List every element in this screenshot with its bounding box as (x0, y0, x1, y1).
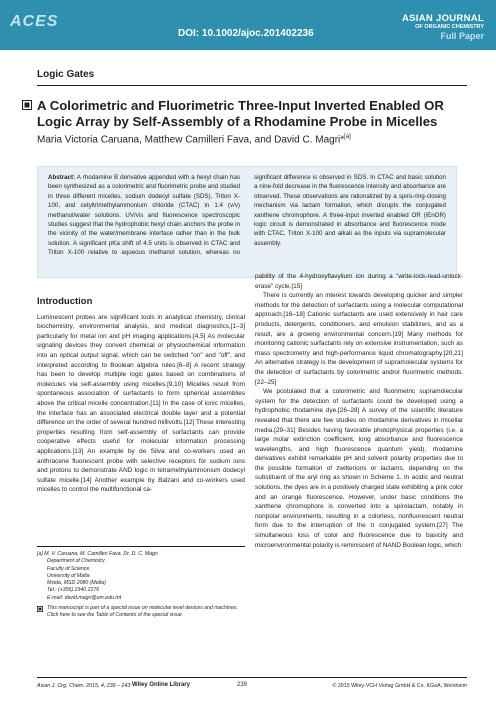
journal-banner (0, 0, 496, 50)
doi-link[interactable]: DOI: 10.1002/ajoc.201402236 (178, 28, 314, 39)
affiliation-block (37, 546, 245, 620)
journal-reference: Asian J. Org. Chem. 2015, 4, 239 – 243 (37, 683, 131, 689)
journal-name-line1: ASIAN JOURNAL (401, 13, 484, 24)
special-issue-note[interactable] (37, 605, 245, 620)
intro-paragraph: We postulated that a colorimetric and fluorimetric supramolecular system for the detection of surfactants could be developed using a hydrophobic rhodamine dye.[26–28] A survey of the scientific literature revealed that there are few studies on rhodamine derivatives in micellar media.[29–31] Besides having favorable photophysical properties (i.e. a large molar extinction coefficient, long absorbance and fluorescence wavelengths, and high fluorescence quantum yield), rhodamine derivatives exhibit remarkable pH and solvent polarity properties due to the possible formation of zwitterions or lactams, depending on the substituent of the aryl ring as shown in Scheme 1. In acidic and neutral solutions, the dyes are in a positively charged state exhibiting a pink color and an orange fluorescence. However, under basic conditions the xanthene chromophore is converted into a spirolactam, notably in nonpolar environments, resulting in a colorless, nonfluorescent neutral form due to the interruption of the π conjugated system.[27] The simultaneous loss of color and fluorescence due to basicity and microenvironmental polarity is reminiscent of NAND Boolean logic, which (255, 388, 463, 549)
copyright: © 2015 Wiley-VCH Verlag GmbH & Co. KGaA, Weinheim (332, 683, 467, 689)
special-issue-icon (37, 606, 43, 612)
section-label: Logic Gates (37, 69, 95, 80)
affiliation-email[interactable]: E-mail: david.magri@um.edu.mt (47, 594, 122, 601)
intro-right-column (255, 272, 463, 550)
abstract-label: Abstract: (48, 174, 76, 181)
affiliation-names: M. V. Caruana, M. Camilleri Fava, Dr. D. C. Magri (44, 551, 158, 557)
intro-paragraph: pability of the 4-hydroxyflavylium ion during a "write-lock-read-unlock-erase" cycle.[15] (255, 273, 463, 290)
abstract-box (37, 166, 457, 278)
affiliation-authors (37, 551, 245, 558)
section-divider (37, 85, 467, 86)
author-list (37, 134, 351, 145)
article-type: Full Paper (440, 31, 484, 41)
wiley-online-library-link[interactable]: Wiley Online Library (132, 682, 190, 688)
brand-logo: ACES (10, 13, 59, 30)
page-number: 239 (237, 682, 248, 688)
affiliation-line: Faculty of Science (47, 565, 90, 572)
affiliation-label: [a] (37, 551, 43, 557)
author-affiliation-ref[interactable]: [a] (344, 134, 351, 140)
intro-left-column (37, 297, 245, 495)
abstract-text: A rhodamine B derivative appended with a hexyl chain has been synthesized as a colorimetric and fluorimetric probe and studied in three different micelles, sodium dodecyl sulfate (SDS), Triton X-100, and cetyltrimethylammonium chloride (CTAC) in 1:4 (v/v) methanol/water solutions. UV/vis and fluorescence spectroscopic studies suggest that the hydrophobic hexyl chain anchors the probe in the vicinity of the water/membrane interface rather than in the bulk solution. A significant pKa shift of 4.5 units is observed in CTAC and Triton X-100 relative to aqueous methanol solution, whereas no significant difference is observed in SDS. In CTAC and basic solution a nine-fold decrease in the fluorescence intensity and absorbance are observed. These observations are rationalized by a spiro-ring-closing mechanism via lactam formation, which disrupts the conjugated xanthene chromophore. A three-input inverted enabled OR (iEnOR) logic circuit is demonstrated in absorbance and fluorescence mode with CTAC, Triton X-100 and alkali as the inputs via supramolecular assembly. (48, 174, 446, 257)
author-names: Maria Victoria Caruana, Matthew Camilleri Fava, and David C. Magri* (37, 134, 345, 146)
journal-name-line2: OF ORGANIC CHEMISTRY (415, 24, 484, 30)
affiliation-line: Tel.: (+356) 2340 2276 (47, 587, 100, 594)
special-issue-text: This manuscript is part of a special issue on molecular level devices and machines. Click here to see the Table of Contents of the special issue. (47, 605, 238, 619)
footer-divider (37, 677, 467, 678)
article-title: A Colorimetric and Fluorimetric Three-Input Inverted Enabled OR Logic Array by Self-Assembly of a Rhodamine Probe in Micelles (37, 98, 444, 129)
intro-heading: Introduction (37, 296, 93, 307)
affiliation-line: University of Malta (47, 572, 90, 579)
special-issue-icon[interactable] (22, 100, 32, 110)
intro-paragraph: Luminescent probes are significant tools in analytical chemistry, clinical biochemistry, environmental analysis, and medical diagnostics,[1–3] particularly for metal ion and pH imaging applications.[4,5] As molecular signaling devices they convert chemical or physiochemical information into an optical output signal, which can be switched "on" and "off", and interpreted according to Boolean algebra rules.[6–8] A recent strategy has been to develop multiple logic gates based on combinations of molecules via self-assembly using micelles.[9,10] Micelles result from spontaneous association of surfactants to form spherical assemblies above the critical micelle concentration.[11] In the case of ionic micelles, the interface has an associated electrical double layer and a potential difference on the order of several hundred millivolts.[12] These interesting properties resulting from self-assembly of surfactants can provide cooperative effects useful for molecular information processing applications.[13] An example by de Silva and co-workers used an anthracene fluorescent probe with selective receptors for sodium ions and protons to demonstrate AND logic in tetramethylammonium dodecyl sulfate micelle.[14] Another example by Balzani and co-workers used micelles to control the multifunctional ca- (37, 313, 245, 494)
intro-paragraph: There is currently an interest towards developing quicker and simpler methods for the detection of surfactants using a molecular computational approach.[16–18] Cationic surfactants are used extensively in hair care products, detergents, conditioners, and emulsion stabilizers, and as a result, are a growing environmental concern.[19] Many methods for monitoring cationic surfactants rely on extensive instrumentation, such as mass spectrometry and high-performance liquid chromatography.[20,21] An alternative strategy is the development of supramolecular systems for the detection of surfactants by colorimetric and/or fluorimetric methods.[22–25] (255, 292, 463, 386)
journal-name (402, 14, 484, 41)
affiliation-line: Department of Chemistry (47, 558, 105, 565)
affiliation-line: Msida, MSD 2080 (Malta) (47, 580, 106, 587)
